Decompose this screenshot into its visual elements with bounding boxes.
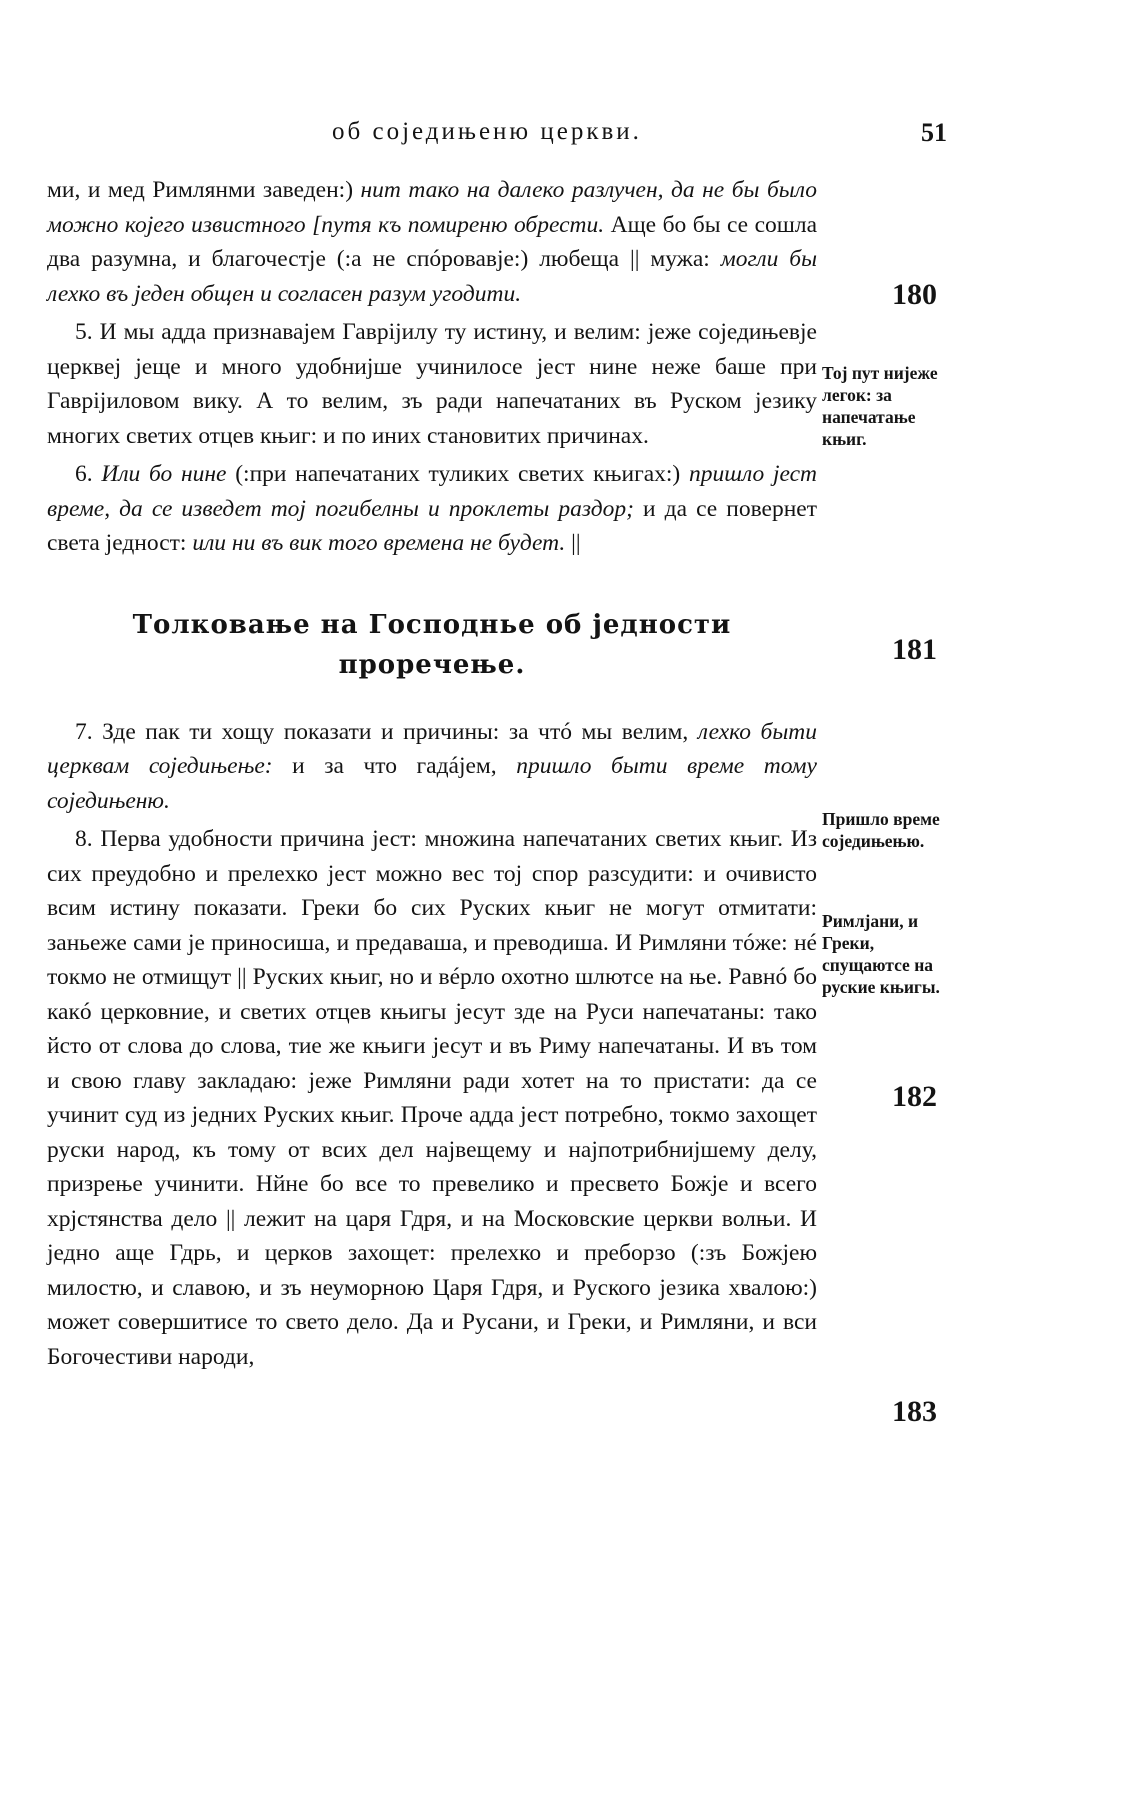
paragraph-8: 8. Перва удобности причина јест: множина напечатаних светих књиг. Из сих преудобно и прелехко јест можно вес тој спор разсудити: и очивисто всим истину показати. Греки бо сих Руских књиг не могут отмитати: заньеже сами је приносиша, и предаваша, и преводиша. И Римляни тóже: нé токмо не отмищут || Руских књиг, но и вéрло охотно шлютсе на ње. Равнó бо какó церковние, и светих отцев књигы јесут зде на Руси напечатаны: тако йсто от слова до слова, тие же књиги јесут и въ Риму напечатаны. И въ том и свою главу закладаю: јеже Римляни ради хотет на то пристати: да се учинит суд из једних Руских књиг. Проче адда јест потребно, токмо захощет руски народ, къ тому от всих дел највещему и најпотрибнијшему делу, призрење учинити. Нйне бо все то превелико и пресвето Божје и всего хрјстянства дело || лежит на царя Гдря, и на Московские церкви волњи. И једно аще Гдрь, и церков захощет: прелехко и преборзо (:зъ Божјею милостю, и славою, и зъ неуморною Царя Гдря, и Руского језика хвалою:) может совершитисе то свето дело. Да и Русани, и Греки, и Римляни, и вси Богочестиви народи, (47, 826, 817, 1370)
paragraph-5: 5. И мы адда признавајем Гаврijилу ту истину, и велим: јеже соједињевје церквеј јеще и много удобнијше учинилосе јест нине неже баше при Гаврiјиловом вику. А то велим, зъ ради напечатаних въ Руском језику многих светих отцев књиг: и по иних становитих причинах. (47, 319, 817, 449)
paragraph-6: 6. Или бо нине (:при напечатаних туликих светих књигах:) пришло јест време, да се изведет тој погибелны и проклеты раздор; и да се повернет света једност: или ни въ вик того времена не будет. || (47, 461, 818, 556)
margin-number-180: 180 (892, 278, 937, 311)
margin-number-181: 181 (892, 633, 937, 666)
page-header (47, 118, 947, 158)
margin-note-1: Тој пут нијеже легок: за напечатање књиг. (822, 363, 938, 449)
page-number: 51 (921, 118, 947, 147)
margin-note-3: Римлјани, и Греки, спущаютсе на руские књигы. (822, 911, 940, 997)
running-head: об соједињеню церкви. (332, 118, 642, 145)
paragraph-7: 7. Зде пак ти хощу показати и причины: за чтó мы велим, лехко быти церквам соједињење: и за что гадáјем, пришло быти време тому соједињеню. (47, 718, 818, 814)
section-heading: Толковање на Господнье об једности проречење. (132, 609, 732, 680)
margin-note-2: Пришло време соједињењю. (822, 809, 940, 851)
margin-number-182: 182 (892, 1080, 937, 1113)
margin-number-183: 183 (892, 1395, 937, 1428)
main-text (47, 173, 817, 1374)
paragraph-continued: ми, и мед Римлянми заведен:) нит тако на далеко разлучен, да не бы было можно којего извистного [путя къ помиреню обрести. Аще бо бы се сошла два разумна, и благочестје (:а не спóровавје:) любеща || мужа: могли бы лехко въ једен общен и согласен разум угодити. (47, 177, 818, 307)
